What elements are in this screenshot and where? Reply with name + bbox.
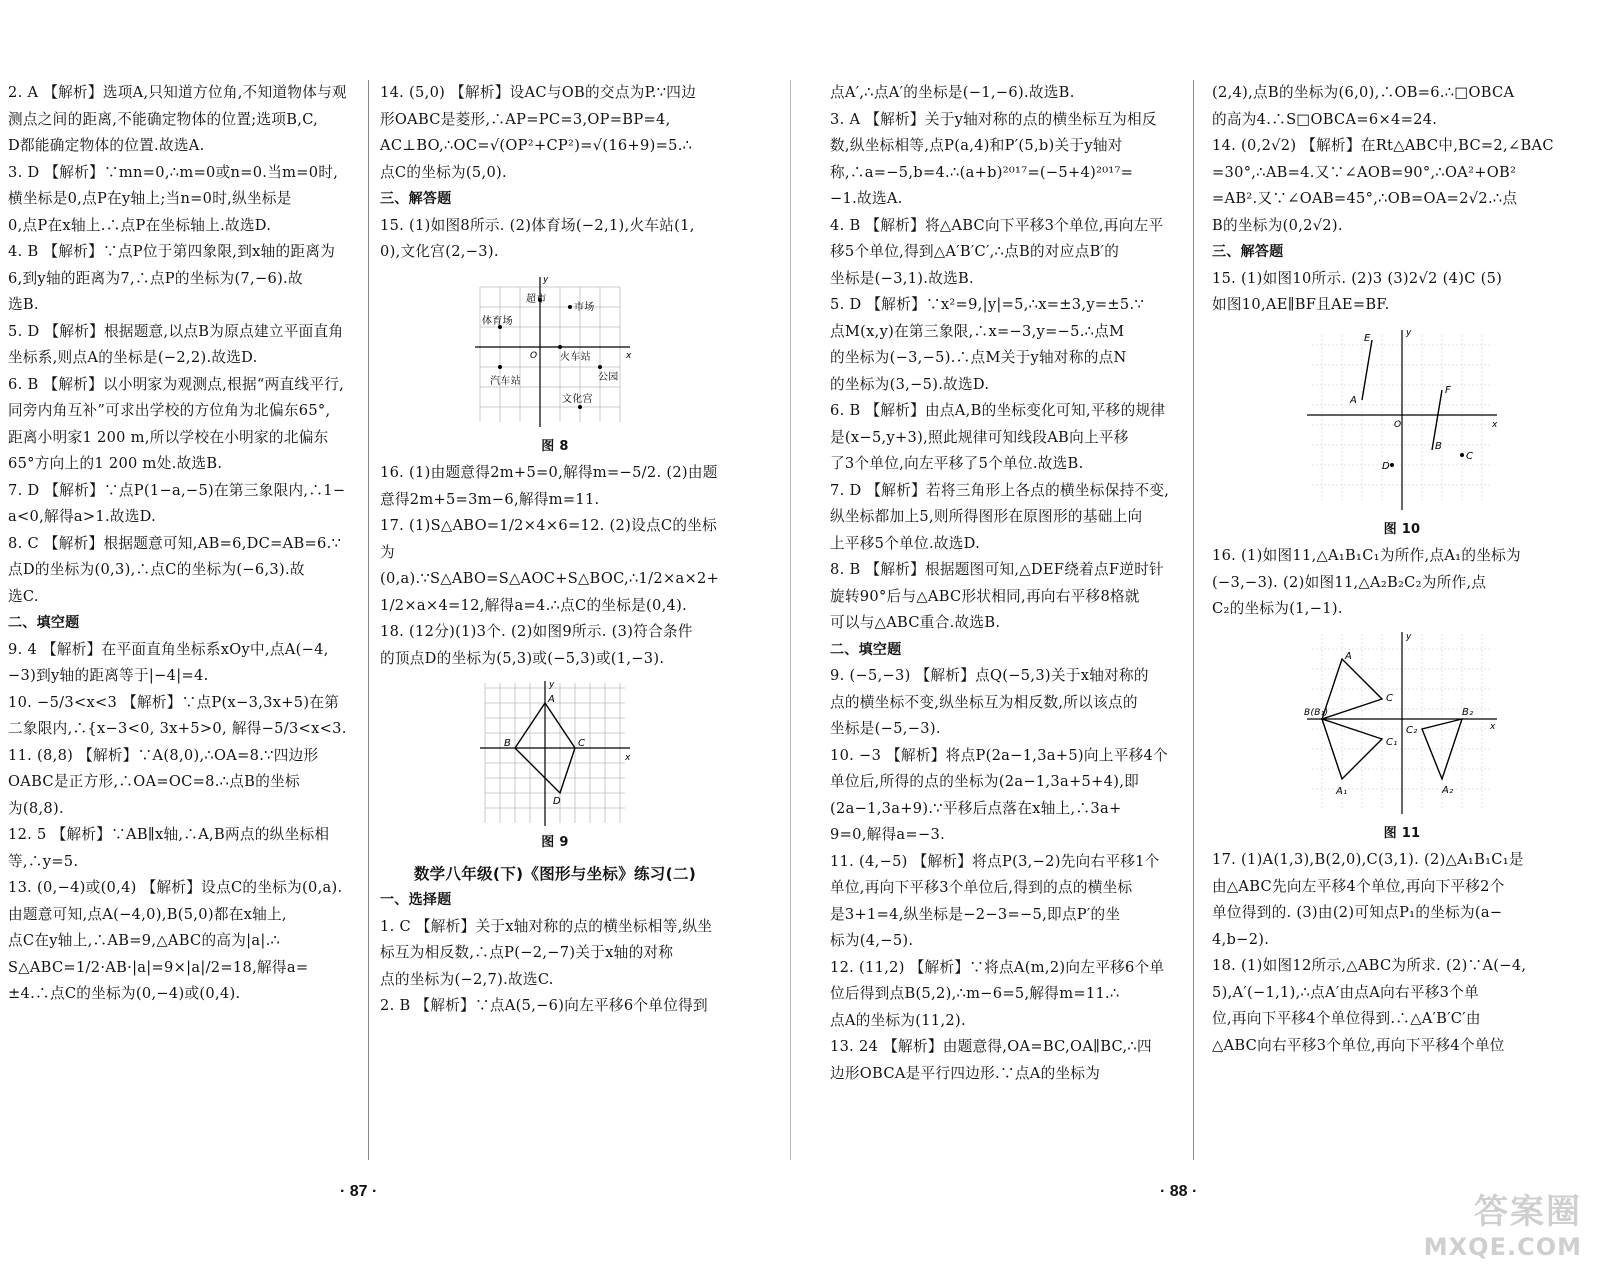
text-line: 意得2m+5=3m−6,解得m=11.: [380, 490, 600, 508]
text-line: 点的坐标为(−2,7).故选C.: [380, 970, 554, 988]
text-line: 8. B 【解析】根据题图可知,△DEF绕着点F逆时针: [830, 561, 1164, 578]
left-page-column-2: [380, 80, 730, 1020]
text-line: 16. (1)如图11,△A₁B₁C₁为所作,点A₁的坐标为: [1212, 547, 1521, 564]
fig10-point-e: E: [1364, 332, 1371, 344]
fig11-y-label: y: [1406, 631, 1412, 642]
text-line: 3. A 【解析】关于y轴对称的点的横坐标互为相反: [830, 110, 1157, 128]
fig8-label-market: 市场: [574, 301, 595, 313]
text-line: 11. (8,8) 【解析】∵A(8,0),∴OA=8.∵四边形: [8, 746, 319, 764]
column-divider: [368, 80, 369, 1160]
text-line: 16. (1)由题意得2m+5=0,解得m=−5/2. (2)由题: [380, 464, 718, 481]
fig10-point-b: B: [1435, 440, 1443, 452]
fig11-point-a2: A₂: [1442, 784, 1454, 796]
fig10-point-d: D: [1382, 460, 1391, 472]
text-line: 6. B 【解析】由点A,B的坐标变化可知,平移的规律: [830, 402, 1166, 419]
fig11-point-b-b1: B(B₁): [1304, 707, 1329, 718]
text-line: 18. (12分)(1)3个. (2)如图9所示. (3)符合条件: [380, 623, 693, 640]
fig8-label-park: 公园: [598, 371, 619, 383]
figure-11-caption: 图 11: [1383, 825, 1421, 841]
fig10-point-c: C: [1466, 450, 1474, 462]
text-line: 点A′,∴点A′的坐标是(−1,−6).故选B.: [830, 84, 1075, 101]
fig8-origin: O: [530, 350, 538, 361]
text-line: 17. (1)A(1,3),B(2,0),C(3,1). (2)△A₁B₁C₁是: [1212, 851, 1524, 868]
section-heading: 一、选择题: [380, 892, 452, 908]
text-line: 旋转90°后与△ABC形状相同,再向右平移8格就: [830, 587, 1140, 605]
text-line: ±4.∴点C的坐标为(0,−4)或(0,4).: [8, 985, 241, 1002]
text-line: 点M(x,y)在第三象限,∴x=−3,y=−5.∴点M: [830, 322, 1125, 340]
text-line: D都能确定物体的位置.故选A.: [8, 137, 205, 154]
text-line: 5. D 【解析】根据题意,以点B为原点建立平面直角: [8, 322, 344, 340]
text-line: 17. (1)S△ABO=1/2×4×6=12. (2)设点C的坐标为: [380, 517, 718, 561]
text-line: 称,∴a=−5,b=4.∴(a+b)²⁰¹⁷=(−5+4)²⁰¹⁷=: [830, 163, 1134, 181]
figure-10-caption: 图 10: [1383, 521, 1421, 537]
text-line: 14. (0,2√2) 【解析】在Rt△ABC中,BC=2,∠BAC: [1212, 137, 1554, 154]
text-line: 位后得到点B(5,2),∴m−6=5,解得m=11.∴: [830, 985, 1120, 1002]
fig9-x-label: x: [625, 753, 631, 763]
watermark-url: MXQE.COM: [1423, 1233, 1582, 1261]
text-line: 6. B 【解析】以小明家为观测点,根据“两直线平行,: [8, 375, 345, 393]
text-line: 移5个单位,得到△A′B′C′,∴点B的对应点B′的: [830, 243, 1120, 260]
text-line: −1.故选A.: [830, 190, 903, 207]
text-line: 7. D 【解析】∵点P(1−a,−5)在第三象限内,∴1−: [8, 481, 346, 499]
figure-9-grid: [475, 678, 635, 828]
page-number-right: · 88 ·: [1160, 1183, 1198, 1200]
text-line: 4. B 【解析】将△ABC向下平移3个单位,再向左平: [830, 216, 1164, 234]
text-line: (−3,−3). (2)如图11,△A₂B₂C₂为所作,点: [1212, 573, 1487, 591]
text-line: a<0,解得a>1.故选D.: [8, 508, 157, 525]
fig10-origin: O: [1394, 419, 1402, 430]
text-line: 9. 4 【解析】在平面直角坐标系xOy中,点A(−4,: [8, 640, 329, 658]
text-line: −3)到y轴的距离等于|−4|=4.: [8, 667, 209, 684]
text-line: 7. D 【解析】若将三角形上各点的横坐标保持不变,: [830, 481, 1170, 499]
text-line: 坐标是(−3,1).故选B.: [830, 269, 974, 287]
text-line: 上平移5个单位.故选D.: [830, 534, 981, 552]
text-line: 单位后,所得的点的坐标为(2a−1,3a+5+4),即: [830, 773, 1140, 790]
text-line: 15. (1)如图10所示. (2)3 (3)2√2 (4)C (5): [1212, 269, 1503, 287]
text-line: (0,a).∵S△ABO=S△AOC+S△BOC,∴1/2×a×2+: [380, 570, 720, 587]
text-line: 坐标系,则点A的坐标是(−2,2).故选D.: [8, 349, 258, 366]
text-line: 数,纵坐标相等,点P(a,4)和P′(5,b)关于y轴对: [830, 137, 1123, 154]
page-number-left: · 87 ·: [340, 1183, 378, 1200]
section-title: 数学八年级(下)《图形与坐标》练习(二): [413, 864, 697, 883]
text-line: 5),A′(−1,1),∴点A′由点A向右平移3个单: [1212, 983, 1480, 1001]
section-heading: 三、解答题: [380, 191, 452, 207]
fig8-label-train-station: 火车站: [560, 351, 591, 363]
fig11-point-c1: C₁: [1386, 736, 1398, 748]
section-heading: 三、解答题: [1212, 244, 1284, 260]
text-line: 点C的坐标为(5,0).: [380, 163, 507, 181]
text-line: 18. (1)如图12所示,△ABC为所求. (2)∵A(−4,: [1212, 957, 1527, 974]
text-line: =AB².又∵∠OAB=45°,∴OB=OA=2√2.∴点: [1212, 190, 1518, 207]
figure-8-caption: 图 8: [541, 438, 569, 454]
text-line: 点的横坐标不变,纵坐标互为相反数,所以该点的: [830, 693, 1138, 711]
text-line: 5. D 【解析】∵x²=9,|y|=5,∴x=±3,y=±5.∵: [830, 296, 1145, 313]
fig10-point-a: A: [1350, 394, 1358, 406]
text-line: 坐标是(−5,−3).: [830, 720, 941, 737]
text-line: OABC是正方形,∴OA=OC=8.∴点B的坐标: [8, 773, 300, 790]
text-line: 2. B 【解析】∵点A(5,−6)向左平移6个单位得到: [380, 997, 708, 1014]
text-line: 的高为4.∴S□OBCA=6×4=24.: [1212, 110, 1438, 128]
section-heading: 二、填空题: [8, 615, 80, 631]
text-line: 2. A 【解析】选项A,只知道方位角,不知道物体与观: [8, 84, 347, 101]
text-line: 同旁内角互补”可求出学校的方位角为北偏东65°,: [8, 402, 331, 419]
text-line: 15. (1)如图8所示. (2)体育场(−2,1),火车站(1,: [380, 216, 695, 234]
text-line: 4,b−2).: [1212, 930, 1270, 948]
fig8-y-label: y: [543, 274, 549, 285]
fig11-point-c: C: [1386, 692, 1394, 704]
fig11-x-label: x: [1490, 721, 1496, 732]
text-line: 标为(4,−5).: [830, 932, 914, 949]
text-line: △ABC向右平移3个单位,再向下平移4个单位: [1212, 1036, 1505, 1054]
text-line: 二象限内,∴{x−3<0, 3x+5>0, 解得−5/3<x<3.: [8, 720, 347, 737]
fig9-point-b: B: [504, 738, 512, 749]
text-line: 可以与△ABC重合.故选B.: [830, 614, 1001, 631]
fig8-label-supermarket: 超市: [526, 293, 547, 305]
text-line: 单位得到的. (3)由(2)可知点P₁的坐标为(a−: [1212, 904, 1503, 921]
text-line: 横坐标是0,点P在y轴上;当n=0时,纵坐标是: [8, 190, 292, 207]
fig11-point-a1: A₁: [1336, 785, 1348, 797]
fig9-point-c: C: [578, 738, 586, 749]
page-spine: [790, 80, 791, 1160]
text-line: 9=0,解得a=−3.: [830, 826, 946, 843]
text-line: 位,再向下平移4个单位得到.∴△A′B′C′由: [1212, 1010, 1481, 1027]
section-heading: 二、填空题: [830, 641, 902, 658]
text-line: 1/2×a×4=12,解得a=4.∴点C的坐标是(0,4).: [380, 596, 688, 614]
text-line: 选B.: [8, 296, 39, 313]
text-line: (2,4),点B的坐标为(6,0),∴OB=6.∴□OBCA: [1212, 84, 1515, 101]
text-line: 11. (4,−5) 【解析】将点P(3,−2)先向右平移1个: [830, 852, 1160, 870]
text-line: 为(8,8).: [8, 799, 64, 817]
text-line: 8. C 【解析】根据题意可知,AB=6,DC=AB=6.∵: [8, 534, 342, 552]
text-line: 点D的坐标为(0,3),∴点C的坐标为(−6,3).故: [8, 561, 305, 578]
text-line: 12. (11,2) 【解析】∵将点A(m,2)向左平移6个单: [830, 958, 1165, 976]
fig10-point-f: F: [1445, 384, 1452, 396]
text-line: 13. (0,−4)或(0,4) 【解析】设点C的坐标为(0,a).: [8, 879, 343, 896]
text-line: 13. 24 【解析】由题意得,OA=BC,OA∥BC,∴四: [830, 1038, 1152, 1055]
text-line: 由题意可知,点A(−4,0),B(5,0)都在x轴上,: [8, 905, 287, 923]
text-line: 选C.: [8, 587, 39, 605]
text-line: 纵坐标都加上5,则所得图形在原图形的基础上向: [830, 508, 1143, 525]
text-line: 等,∴y=5.: [8, 852, 79, 870]
figure-8-map-grid: [470, 272, 640, 432]
text-line: 1. C 【解析】关于x轴对称的点的横坐标相等,纵坐: [380, 917, 713, 935]
text-line: 10. −3 【解析】将点P(2a−1,3a+5)向上平移4个: [830, 746, 1168, 764]
text-line: 的坐标为(3,−5).故选D.: [830, 375, 990, 393]
text-line: AC⊥BO,∴OC=√(OP²+CP²)=√(16+9)=5.∴: [380, 137, 693, 154]
text-line: 由△ABC先向左平移4个单位,再向下平移2个: [1212, 877, 1505, 895]
text-line: 65°方向上的1 200 m处.故选B.: [8, 455, 223, 472]
text-line: 边形OBCA是平行四边形.∵点A的坐标为: [830, 1064, 1101, 1082]
watermark-logo-text: 答案圈: [1474, 1192, 1582, 1232]
text-line: 的顶点D的坐标为(5,3)或(−5,3)或(1,−3).: [380, 649, 665, 667]
text-line: 10. −5/3<x<3 【解析】∵点P(x−3,3x+5)在第: [8, 693, 340, 711]
fig9-y-label: y: [549, 680, 555, 690]
text-line: 12. 5 【解析】∵AB∥x轴,∴A,B两点的纵坐标相: [8, 826, 330, 843]
text-line: 6,到y轴的距离为7,∴点P的坐标为(7,−6).故: [8, 269, 303, 287]
text-line: 4. B 【解析】∵点P位于第四象限,到x轴的距离为: [8, 243, 336, 260]
fig11-point-c2: C₂: [1406, 724, 1418, 736]
fig11-point-b2: B₂: [1462, 706, 1474, 718]
figure-9-caption: 图 9: [541, 835, 569, 850]
text-line: 0),文化宫(2,−3).: [380, 243, 499, 260]
right-page-column-1: [830, 80, 1180, 1087]
watermark: [1424, 1184, 1582, 1261]
fig10-y-label: y: [1406, 327, 1412, 338]
text-line: 距离小明家1 200 m,所以学校在小明家的北偏东: [8, 428, 329, 446]
fig9-point-d: D: [553, 796, 562, 807]
right-page-column-2: [1212, 80, 1592, 1059]
text-line: 如图10,AE∥BF且AE=BF.: [1212, 296, 1390, 313]
fig8-label-stadium: 体育场: [482, 315, 513, 327]
figure-10-grid: [1302, 325, 1502, 515]
text-line: 3. D 【解析】∵mn=0,∴m=0或n=0.当m=0时,: [8, 163, 339, 181]
text-line: 点A的坐标为(11,2).: [830, 1011, 966, 1029]
fig8-label-bus-station: 汽车站: [490, 375, 521, 387]
text-line: 14. (5,0) 【解析】设AC与OB的交点为P.∵四边: [380, 84, 697, 101]
fig9-point-a: A: [548, 694, 556, 705]
fig11-point-a: A: [1345, 650, 1353, 662]
text-line: 单位,再向下平移3个单位后,得到的点的横坐标: [830, 879, 1133, 896]
text-line: B的坐标为(0,2√2).: [1212, 216, 1343, 234]
fig8-label-culture-palace: 文化宫: [562, 393, 593, 405]
text-line: 是3+1=4,纵坐标是−2−3=−5,即点P′的坐: [830, 905, 1121, 923]
text-line: 是(x−5,y+3),照此规律可知线段AB向上平移: [830, 428, 1129, 446]
text-line: 测点之间的距离,不能确定物体的位置;选项B,C,: [8, 110, 319, 128]
text-line: 标互为相反数,∴点P(−2,−7)关于x轴的对称: [380, 944, 674, 961]
left-page-column-1: [8, 80, 358, 1008]
text-line: 点C在y轴上,∴AB=9,△ABC的高为|a|.∴: [8, 932, 281, 949]
column-divider: [1193, 80, 1194, 1160]
text-line: 0,点P在x轴上.∴点P在坐标轴上.故选D.: [8, 216, 272, 234]
text-line: 9. (−5,−3) 【解析】点Q(−5,3)关于x轴对称的: [830, 667, 1149, 684]
text-line: 了3个单位,向左平移了5个单位.故选B.: [830, 455, 1084, 472]
text-line: 形OABC是菱形,∴AP=PC=3,OP=BP=4,: [380, 110, 671, 128]
text-line: 的坐标为(−3,−5).∴点M关于y轴对称的点N: [830, 349, 1127, 366]
text-line: =30°,∴AB=4.又∵∠AOB=90°,∴OA²+OB²: [1212, 163, 1517, 181]
text-line: (2a−1,3a+9).∵平移后点落在x轴上,∴3a+: [830, 799, 1122, 817]
figure-11-grid: [1302, 629, 1502, 819]
text-line: C₂的坐标为(1,−1).: [1212, 600, 1343, 617]
fig10-x-label: x: [1492, 419, 1498, 430]
text-line: S△ABC=1/2·AB·|a|=9×|a|/2=18,解得a=: [8, 958, 309, 976]
fig8-x-label: x: [626, 350, 632, 361]
